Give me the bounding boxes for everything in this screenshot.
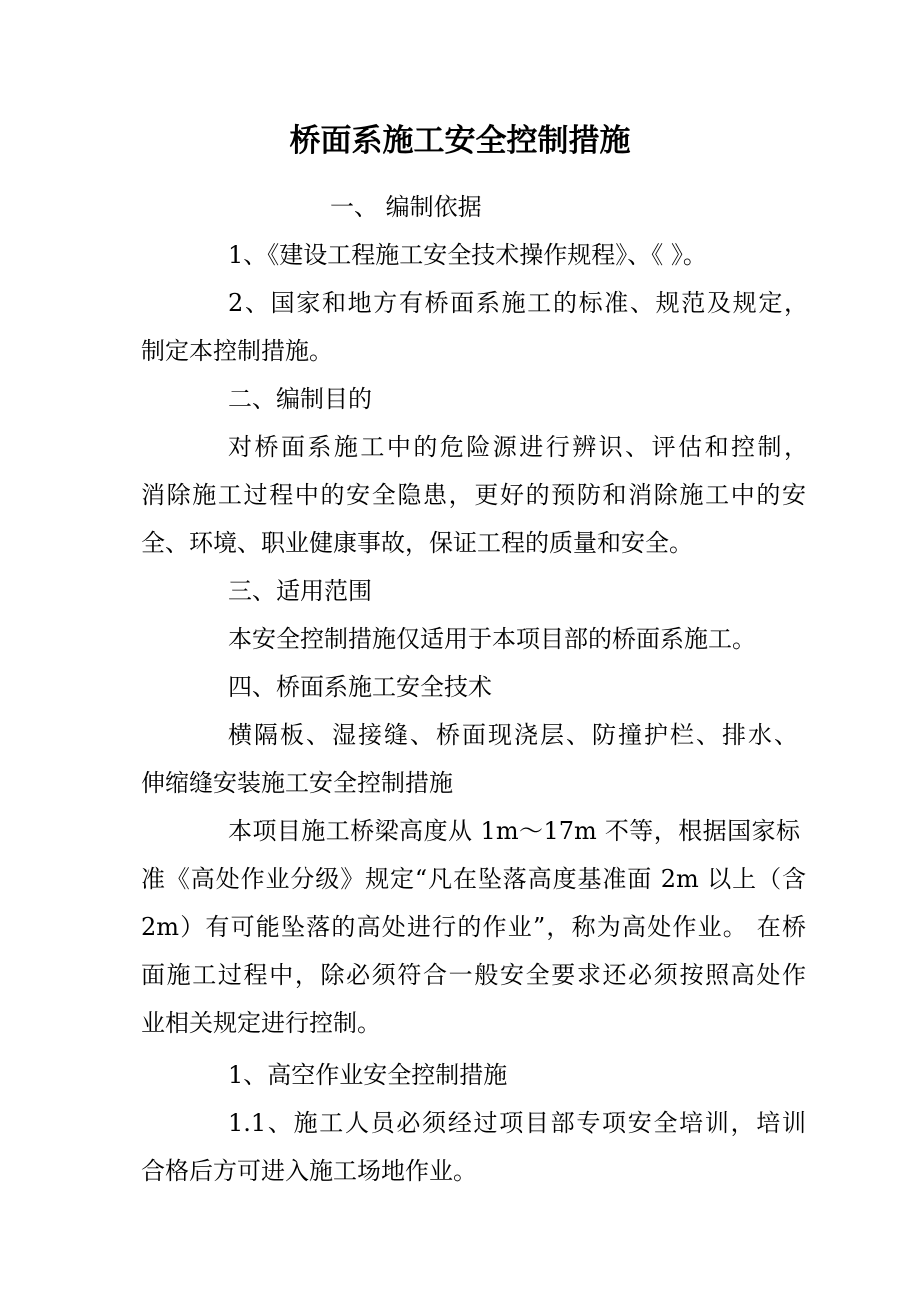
paragraph-line: 消除施工过程中的安全隐患，更好的预防和消除施工中的安	[141, 481, 806, 509]
subsection-heading: 1、高空作业安全控制措施	[228, 1061, 508, 1089]
paragraph-line: 2m）有可能坠落的高处进行的作业”，称为高处作业。 在桥	[141, 913, 806, 941]
paragraph-line: 1.1、施工人员必须经过项目部专项安全培训，培训	[228, 1109, 806, 1137]
paragraph-line: 业相关规定进行控制。	[141, 1009, 381, 1037]
paragraph-line: 面施工过程中，除必须符合一般安全要求还必须按照高处作	[141, 961, 806, 989]
document-title: 桥面系施工安全控制措施	[289, 123, 631, 159]
section-heading: 三、适用范围	[228, 577, 372, 605]
paragraph-line: 2、国家和地方有桥面系施工的标准、规范及规定，	[228, 289, 808, 317]
paragraph-line: 准《高处作业分级》规定“凡在坠落高度基准面 2m 以上（含	[141, 865, 806, 893]
paragraph-line: 制定本控制措施。	[141, 337, 333, 365]
paragraph-line: 合格后方可进入施工场地作业。	[141, 1157, 477, 1185]
paragraph-line: 全、环境、职业健康事故，保证工程的质量和安全。	[141, 529, 693, 557]
section-heading: 四、桥面系施工安全技术	[228, 673, 492, 701]
paragraph-line: 横隔板、湿接缝、桥面现浇层、防撞护栏、排水、	[228, 721, 798, 749]
paragraph-line: 对桥面系施工中的危险源进行辨识、评估和控制，	[228, 433, 808, 461]
paragraph-line: 本安全控制措施仅适用于本项目部的桥面系施工。	[228, 625, 756, 653]
section-heading: 一、 编制依据	[330, 193, 482, 221]
section-heading: 二、编制目的	[228, 385, 372, 413]
paragraph-line: 伸缩缝安装施工安全控制措施	[141, 769, 453, 797]
paragraph-line: 1、《建设工程施工安全技术操作规程》、《 》。	[228, 241, 707, 269]
paragraph-line: 本项目施工桥梁高度从 1m～17m 不等，根据国家标	[228, 817, 800, 845]
